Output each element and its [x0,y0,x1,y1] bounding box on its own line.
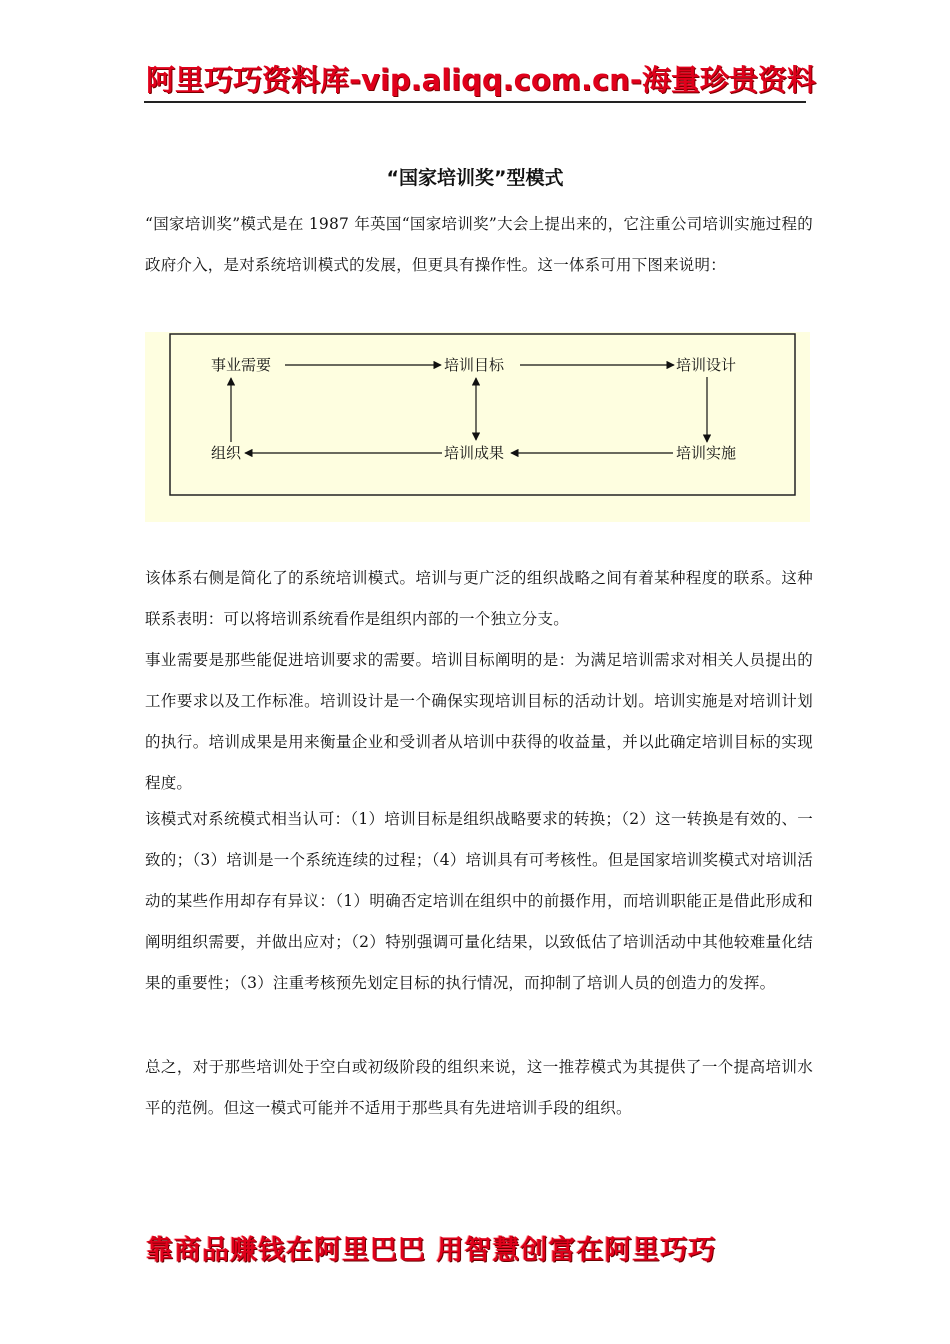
flow-diagram [145,332,810,522]
node-organization: 组织 [211,444,242,462]
document-title: “国家培训奖”型模式 [386,167,564,189]
node-training-design: 培训设计 [676,356,737,374]
footer-banner: 靠商品赚钱在阿里巴巴 用智慧创富在阿里巧巧 [146,1235,717,1266]
paragraph-evaluation: 该模式对系统模式相当认可：（1）培训目标是组织战略要求的转换；（2）这一转换是有效的、一致的；（3）培训是一个系统连续的过程；（4）培训具有可考核性。但是国家培训奖模式对培训活动的某些作用却存有异议：（1）明确否定培训在组织中的前摄作用，而培训职能正是借此形成和阐明组织需要，并做出应对；（2）特别强调可量化结果，以致低估了培训活动中其他较难量化结果的重要性；（3）注重考核预先划定目标的执行情况，而抑制了培训人员的创造力的发挥。 [145,810,813,992]
node-training-results: 培训成果 [444,444,505,462]
paragraph-intro: “国家培训奖”模式是在 1987 年英国“国家培训奖”大会上提出来的，它注重公司培训实施过程的政府介入，是对系统培训模式的发展，但更具有操作性。这一体系可用下图来说明： [145,215,813,274]
paragraph-conclusion: 总之，对于那些培训处于空白或初级阶段的组织来说，这一推荐模式为其提供了一个提高培训水平的范例。但这一模式可能并不适用于那些具有先进培训手段的组织。 [145,1058,813,1117]
header-banner: 阿里巧巧资料库-vip.aliqq.com.cn-海量珍贵资料 [146,63,816,97]
paragraph-right-side: 该体系右侧是简化了的系统培训模式。培训与更广泛的组织战略之间有着某种程度的联系。这种联系表明：可以将培训系统看作是组织内部的一个独立分支。 [145,569,813,628]
header-divider [144,101,806,103]
paragraph-definitions: 事业需要是那些能促进培训要求的需要。培训目标阐明的是：为满足培训需求对相关人员提出的工作要求以及工作标准。培训设计是一个确保实现培训目标的活动计划。培训实施是对培训计划的执行。培训成果是用来衡量企业和受训者从培训中获得的收益量，并以此确定培训目标的实现程度。 [145,651,813,792]
node-business-needs: 事业需要 [211,356,272,374]
node-training-implementation: 培训实施 [676,444,737,462]
node-training-objectives: 培训目标 [444,356,505,374]
